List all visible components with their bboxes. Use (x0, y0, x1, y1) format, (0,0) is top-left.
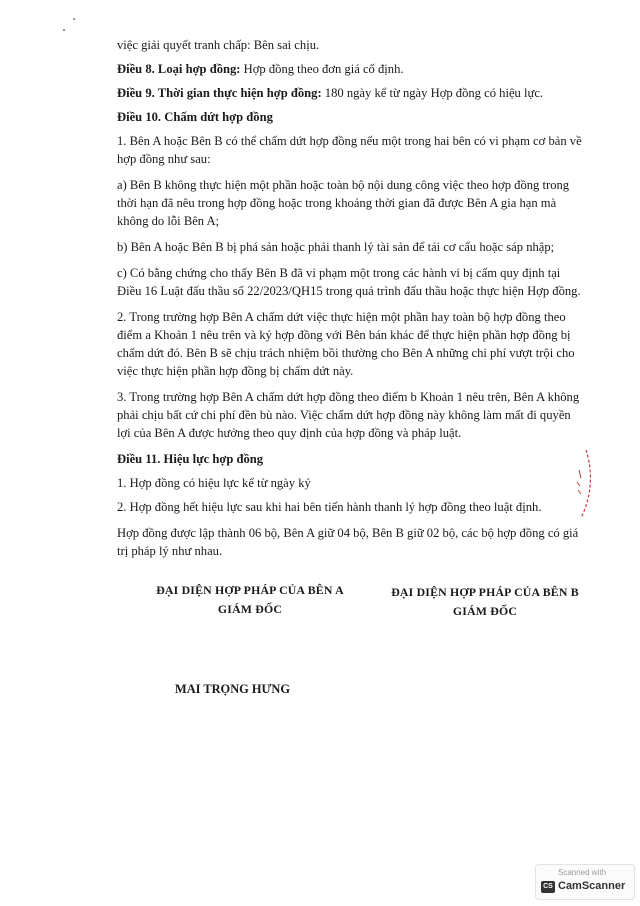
party-a-signer-name: MAI TRỌNG HƯNG (175, 682, 290, 696)
body-paragraph (117, 474, 585, 492)
party-b-signature-block (380, 583, 590, 621)
body-paragraph (117, 36, 585, 54)
body-paragraph (117, 264, 585, 300)
camscanner-logo-icon: CS (541, 881, 555, 893)
party-a-signature-block (140, 581, 360, 619)
article-paragraph (117, 450, 585, 468)
body-paragraph (117, 308, 585, 380)
party-b-title: ĐẠI DIỆN HỢP PHÁP CỦA BÊN B (391, 585, 579, 599)
body-paragraph (117, 238, 585, 256)
article-heading: Điều 11. Hiệu lực hợp đồng (117, 452, 264, 466)
body-paragraph (117, 498, 585, 516)
document-body (117, 36, 585, 568)
paragraph-text: 2. Trong trường hợp Bên A chấm dứt việc thực hiện một phần hay toàn bộ hợp đồng theo điểm a Khoản 1 nêu trên và ký hợp đồng với Bên bán khác để thực hiện phần hợp đồng bị chấm dứt đó. Bên B sẽ chịu trách nhiệm bồi thường cho Bên A những chi phí vượt trội cho việc thực hiện phần hợp đồng bị chấm dứt này. (117, 310, 575, 378)
paragraph-text: b) Bên A hoặc Bên B bị phá sản hoặc phải thanh lý tài sản để tái cơ cấu hoặc sáp nhập; (117, 240, 555, 254)
article-paragraph (117, 84, 585, 102)
article-paragraph (117, 108, 585, 126)
body-paragraph (117, 524, 585, 560)
paragraph-text: 180 ngày kể từ ngày Hợp đồng có hiệu lực. (321, 86, 544, 100)
party-b-role: GIÁM ĐỐC (452, 604, 518, 618)
watermark-caption: Scanned with (558, 868, 607, 877)
paragraph-text: Hợp đồng được lập thành 06 bộ, Bên A giữ 04 bộ, Bên B giữ 02 bộ, các bộ hợp đồng có giá trị pháp lý như nhau. (117, 526, 579, 558)
article-heading: Điều 10. Chấm dứt hợp đồng (117, 110, 273, 124)
paragraph-text: a) Bên B không thực hiện một phần hoặc toàn bộ nội dung công việc theo hợp đồng trong thời hạn đã nêu trong hợp đồng hoặc trong khoảng thời gian đã được Bên A gia hạn mà không do lỗi Bên A; (117, 178, 570, 228)
party-a-title: ĐẠI DIỆN HỢP PHÁP CỦA BÊN A (156, 583, 344, 597)
paragraph-text: 1. Hợp đồng có hiệu lực kể từ ngày ký (117, 476, 311, 490)
camscanner-watermark (535, 864, 635, 900)
article-paragraph (117, 60, 585, 78)
paragraph-text: 2. Hợp đồng hết hiệu lực sau khi hai bên tiến hành thanh lý hợp đồng theo luật định. (117, 500, 542, 514)
paragraph-text: việc giải quyết tranh chấp: Bên sai chịu. (117, 38, 320, 52)
body-paragraph (117, 388, 585, 442)
article-heading: Điều 9. Thời gian thực hiện hợp đồng: (117, 86, 322, 100)
page-seal-mark (572, 448, 594, 520)
watermark-brand: CamScanner (558, 880, 626, 892)
paragraph-text: c) Có bằng chứng cho thấy Bên B đã vi phạm một trong các hành vi bị cấm quy định tại Điều 16 Luật đấu thầu số 22/2023/QH15 trong quá trình đấu thầu hoặc thực hiện Hợp đồng. (117, 266, 581, 298)
party-a-role: GIÁM ĐỐC (217, 602, 283, 616)
scan-speck (73, 18, 75, 20)
body-paragraph (117, 132, 585, 168)
body-paragraph (117, 176, 585, 230)
article-heading: Điều 8. Loại hợp đồng: (117, 62, 241, 76)
paragraph-text: 1. Bên A hoặc Bên B có thể chấm dứt hợp đồng nếu một trong hai bên có vi phạm cơ bản về hợp đồng như sau: (117, 134, 582, 166)
paragraph-text: 3. Trong trường hợp Bên A chấm dứt hợp đồng theo điểm b Khoản 1 nêu trên, Bên A không phải chịu bất cứ chi phí đền bù nào. Việc chấm dứt hợp đồng này không làm mất đi quyền lợi của Bên A được hưởng theo quy định của hợp đồng và pháp luật. (117, 390, 580, 440)
paragraph-text: Hợp đồng theo đơn giá cố định. (240, 62, 404, 76)
scan-speck (63, 29, 65, 31)
